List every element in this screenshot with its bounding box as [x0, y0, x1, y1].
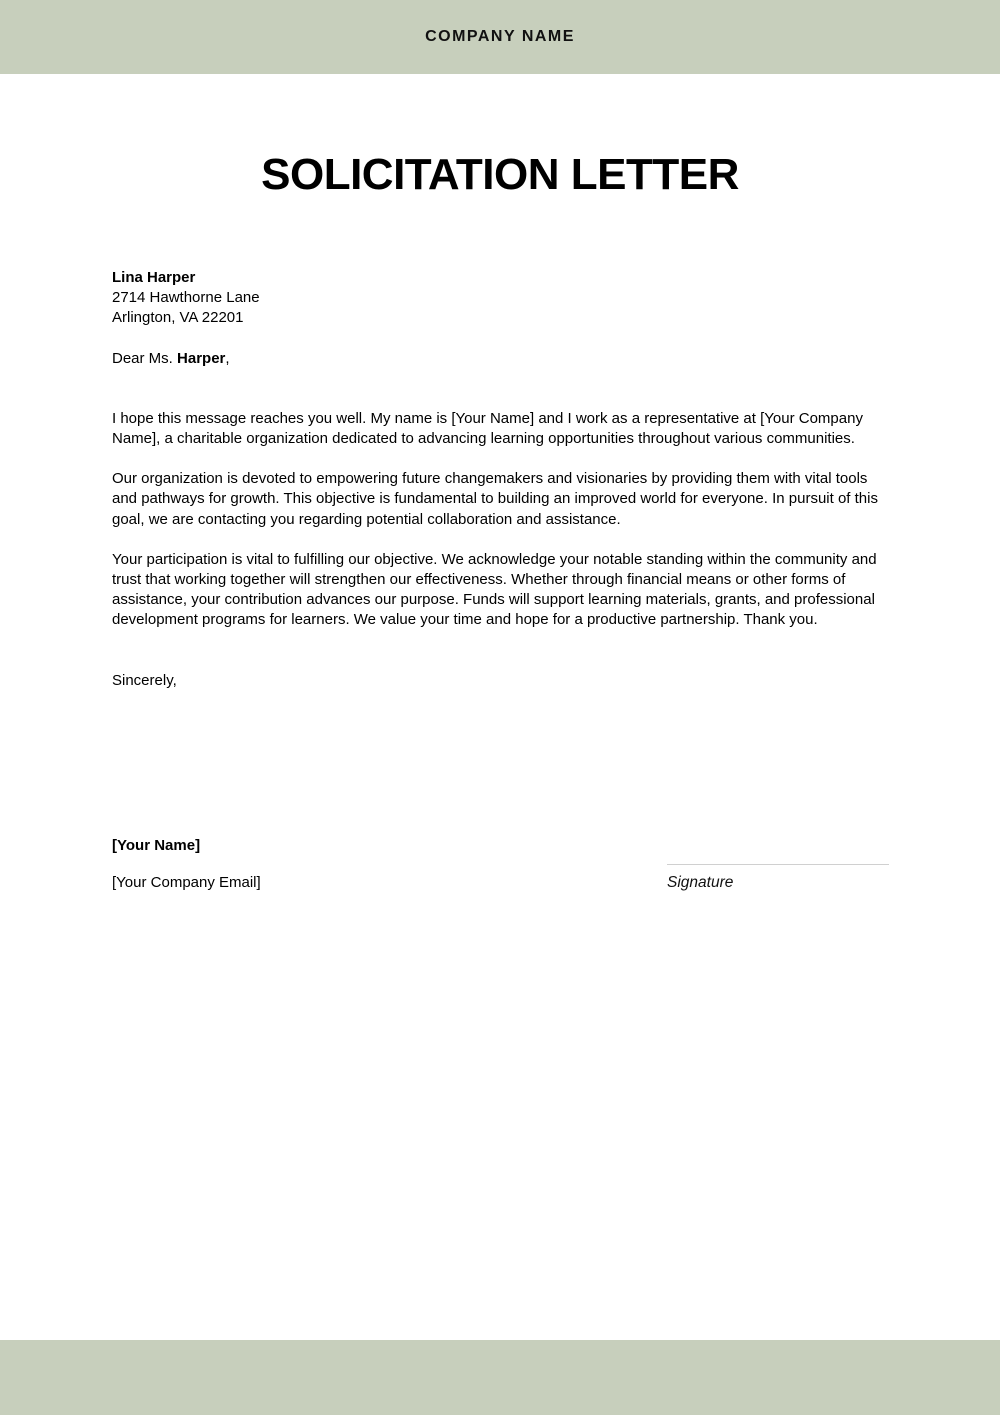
body-paragraph-2: Our organization is devoted to empowering future changemakers and visionaries by providing them with vital tools and pathways for growth. This objective is fundamental to building an improved world for everyone. In pursuit of this goal, we are contacting you regarding potential collaboration and assistance.: [112, 470, 878, 528]
closing: Sincerely,: [112, 671, 177, 689]
signature-line: [667, 864, 889, 865]
salutation: [112, 349, 892, 369]
salutation-prefix: Dear Ms.: [112, 349, 178, 367]
sender-email: [Your Company Email]: [112, 874, 261, 891]
salutation-suffix: ,: [225, 349, 230, 367]
footer-band: [0, 1340, 1000, 1415]
letter-content: [112, 268, 892, 691]
body-paragraph-1: I hope this message reaches you well. My name is [Your Name] and I work as a representative at [Your Company Name], a charitable organization dedicated to advancing learning opportunities throughout various communities.: [112, 409, 863, 448]
body-paragraph-3: Your participation is vital to fulfilling our objective. We acknowledge your notable standing within the community and trust that working together will strengthen our effectiveness. Whether through financial means or other forms of assistance, your contribution advances our purpose. Funds will support learning materials, grants, and professional development programs for learners. We value your time and hope for a productive partnership. Thank you.: [112, 550, 877, 629]
recipient-name: Lina Harper: [112, 269, 196, 286]
sender-name: [Your Name]: [112, 837, 201, 854]
header-band: [0, 0, 1000, 74]
recipient-address-line1: 2714 Hawthorne Lane: [112, 289, 260, 307]
company-name: COMPANY NAME: [425, 28, 575, 45]
sender-block: [112, 836, 512, 893]
recipient-address-line2: Arlington, VA 22201: [112, 309, 244, 327]
salutation-surname: Harper: [177, 349, 226, 367]
letter-title: SOLICITATION LETTER: [261, 150, 739, 199]
signature-label: Signature: [667, 874, 734, 891]
